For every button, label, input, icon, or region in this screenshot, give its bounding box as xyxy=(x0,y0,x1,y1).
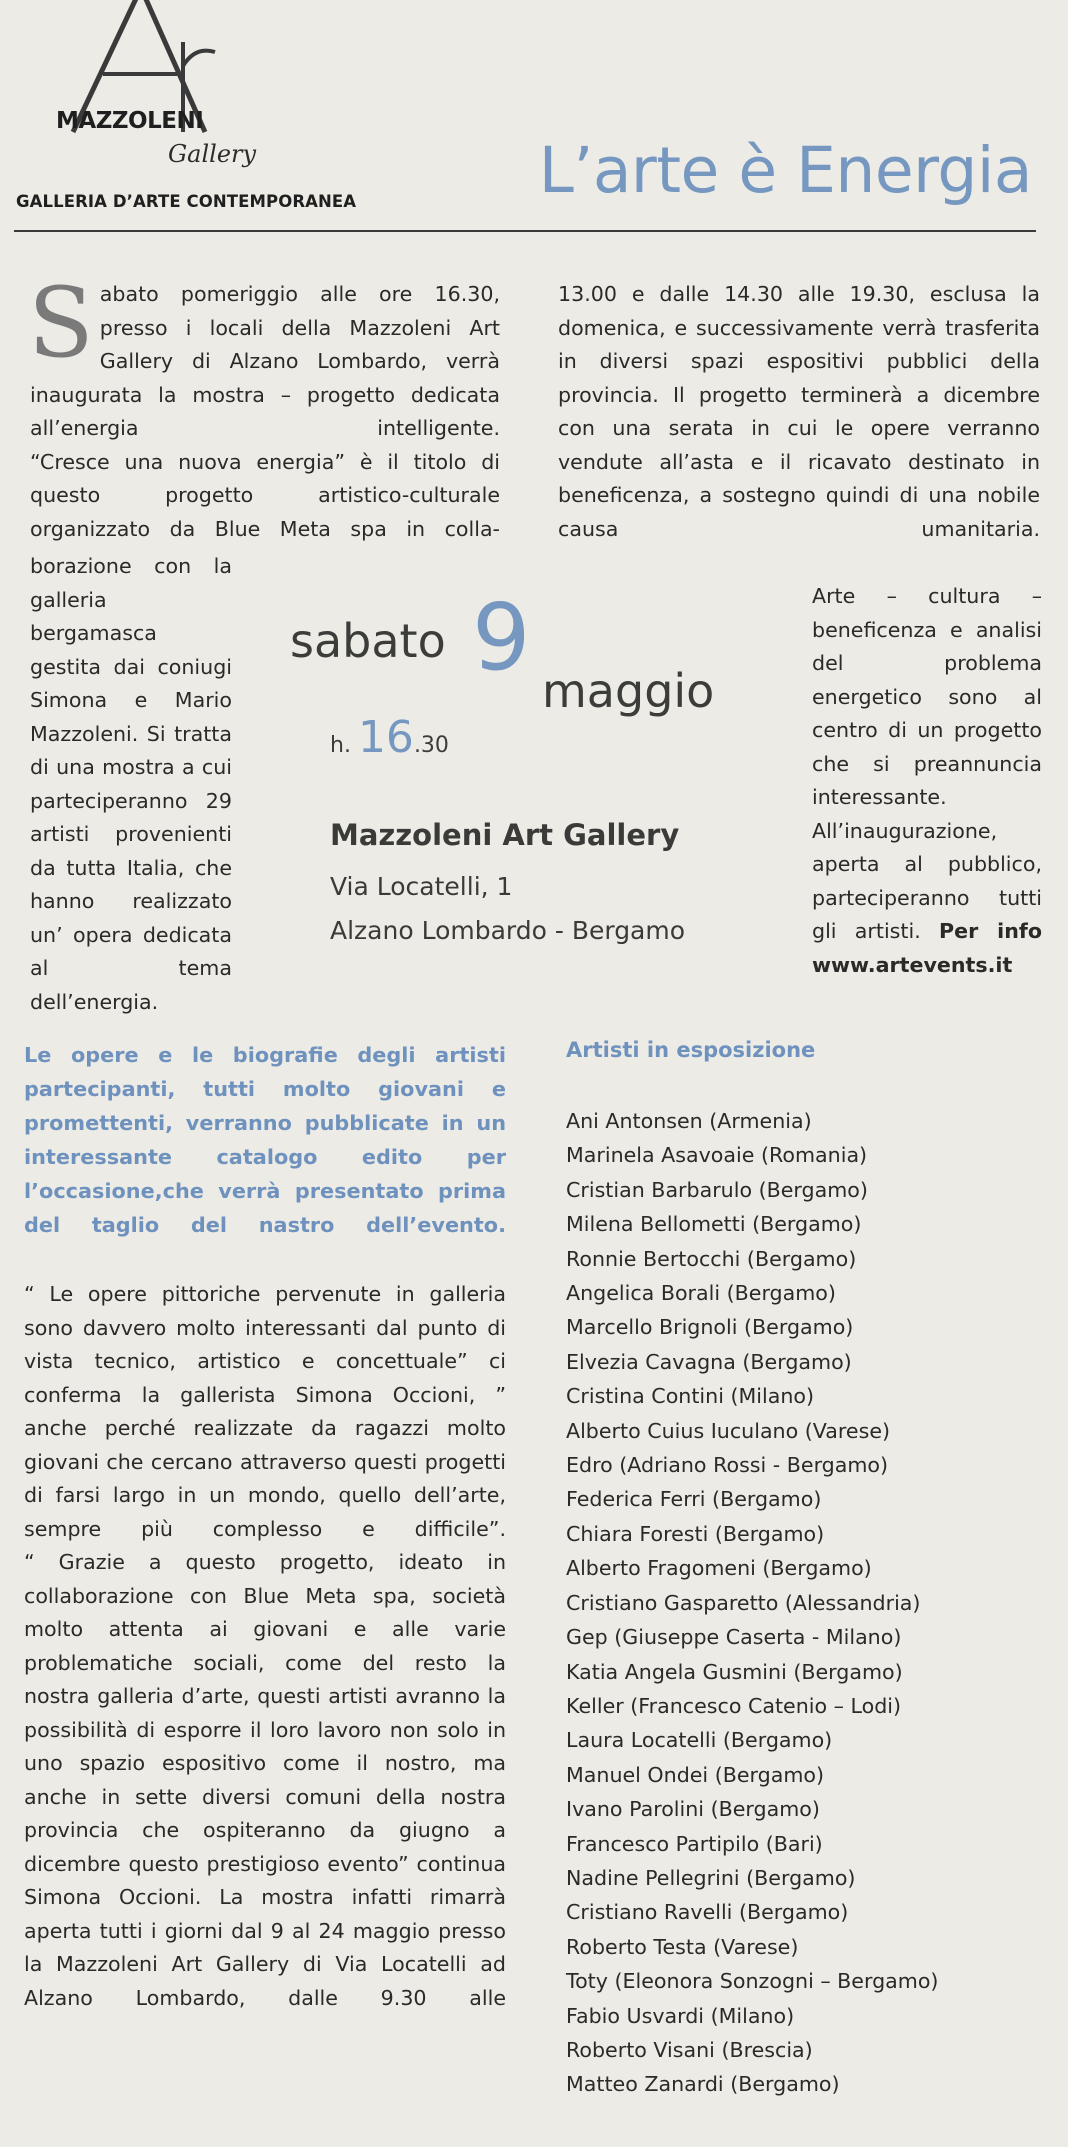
article-column-1-top xyxy=(28,267,500,546)
event-venue: Mazzoleni Art Gallery xyxy=(330,818,680,852)
event-address-line-1: Via Locatelli, 1 xyxy=(330,872,513,901)
artist-list-item: Ronnie Bertocchi (Bergamo) xyxy=(566,1246,857,1271)
article-column-2-narrow xyxy=(812,580,1042,982)
artists-list xyxy=(566,1104,938,2102)
event-day-number: 9 xyxy=(472,584,531,691)
artist-list-item: Nadine Pellegrini (Bergamo) xyxy=(566,1865,856,1890)
artist-list-item: Cristiano Gasparetto (Alessandria) xyxy=(566,1590,921,1615)
artist-list-item: Toty (Eleonora Sonzogni – Bergamo) xyxy=(566,1969,939,1994)
article-paragraph-4: 13.00 e dalle 14.30 alle 19.30, esclusa la domenica, e successivamente verrà trasferita in diversi spazi espositivi pubblici della provincia. Il progetto terminerà a dicembre con una serata in cui le opere verranno vendute all’asta e il ricavato destinato in beneficenza, a sostegno quindi di una nobile causa umanitaria. xyxy=(558,282,1040,541)
quote-paragraph-2: “ Grazie a questo progetto, ideato in collaborazione con Blue Meta spa, società molto attenta ai giovani e alle varie problematiche sociali, come del resto la nostra galleria d’arte, questi artisti avranno la possibilità di esporre il loro lavoro non solo in uno spazio espositivo come il nostro, ma anche in sette diversi comuni della nostra provincia che ospiteranno da giugno a dicembre questo prestigioso evento” continua Simona Occioni. La mostra infatti rimarrà aperta tutti i giorni dal 9 al 24 maggio presso la Mazzoleni Art Gallery di Via Locatelli ad Alzano Lombardo, dalle 9.30 alle xyxy=(24,1550,506,2010)
artist-list-item: Fabio Usvardi (Milano) xyxy=(566,2003,795,2028)
header-divider xyxy=(14,230,1036,232)
artist-list-item: Roberto Testa (Varese) xyxy=(566,1934,799,1959)
artist-list-item: Matteo Zanardi (Bergamo) xyxy=(566,2072,840,2097)
info-url[interactable]: www.artevents.it xyxy=(812,952,1013,977)
event-time-minutes: .30 xyxy=(413,733,449,758)
article-column-1-narrow xyxy=(30,550,232,1019)
page-headline: L’arte è Energia xyxy=(538,134,1032,207)
logo-name: MAZZOLENI xyxy=(56,108,204,134)
catalog-highlight-text: Le opere e le biografie degli artisti partecipanti, tutti molto giovani e promettenti, verranno pubblicate in un interessante catalogo edito per l’occasione,che verrà presentato prima del taglio del nastro dell’evento. xyxy=(24,1043,506,1237)
event-address-line-2: Alzano Lombardo - Bergamo xyxy=(330,916,686,945)
artist-list-item: Gep (Giuseppe Caserta - Milano) xyxy=(566,1625,902,1650)
artist-list-item: Cristina Contini (Milano) xyxy=(566,1384,815,1409)
event-time xyxy=(330,712,449,763)
article-paragraph-5 xyxy=(812,580,1042,982)
artist-list-item: Manuel Ondei (Bergamo) xyxy=(566,1762,825,1787)
artists-title: Artisti in esposizione xyxy=(566,1038,816,1062)
article-column-1-bottom xyxy=(24,1278,506,2015)
logo-gallery: Gallery xyxy=(168,140,257,168)
artist-list-item: Elvezia Cavagna (Bergamo) xyxy=(566,1349,852,1374)
artist-list-item: Roberto Visani (Brescia) xyxy=(566,2037,813,2062)
artist-list-item: Angelica Borali (Bergamo) xyxy=(566,1281,836,1306)
artist-list-item: Cristiano Ravelli (Bergamo) xyxy=(566,1900,849,1925)
article-paragraph-1: abato pomeriggio alle ore 16.30, presso i locali della Mazzoleni Art Gallery di Alzano Lombardo, verrà inaugurata la mostra – progetto dedicata all’energia intelligente. xyxy=(30,282,500,440)
artist-list-item: Keller (Francesco Catenio – Lodi) xyxy=(566,1693,902,1718)
artist-list-item: Marinela Asavoaie (Romania) xyxy=(566,1143,868,1168)
artist-list-item: Ani Antonsen (Armenia) xyxy=(566,1109,812,1133)
article-paragraph-2: “Cresce una nuova energia” è il titolo di questo progetto artistico-culturale organizzato da Blue Meta spa in colla- xyxy=(30,449,500,541)
artist-list-item: Ivano Parolini (Bergamo) xyxy=(566,1797,820,1822)
artist-list-item: Cristian Barbarulo (Bergamo) xyxy=(566,1177,868,1202)
artist-list-item: Alberto Cuius Iuculano (Varese) xyxy=(566,1418,891,1443)
artist-list-item: Milena Bellometti (Bergamo) xyxy=(566,1212,862,1237)
info-label: Per info xyxy=(939,919,1042,943)
artist-list-item: Chiara Foresti (Bergamo) xyxy=(566,1521,825,1546)
article-paragraph-5-text: Arte – cultura – beneficenza e analisi del problema energetico sono al centro di un progetto che si preannuncia interessante. All’inaugurazione, aperta al pubblico, parteciperanno tutti gli artisti. xyxy=(812,584,1042,943)
quote-paragraph-1: “ Le opere pittoriche pervenute in galleria sono davvero molto interessanti dal punto di vista tecnico, artistico e concettuale” ci conferma la gallerista Simona Occioni, ” anche perché realizzate da ragazzi molto giovani che cercano attraverso questi progetti di farsi largo in un mondo, quello dell’arte, sempre più complesso e difficile”. xyxy=(24,1282,506,1541)
artist-list-item: Francesco Partipilo (Bari) xyxy=(566,1831,823,1856)
logo-tagline: GALLERIA D’ARTE CONTEMPORANEA xyxy=(16,192,357,211)
event-day-word: sabato xyxy=(290,614,446,668)
artist-list-item: Katia Angela Gusmini (Bergamo) xyxy=(566,1659,903,1684)
artist-list-item: Alberto Fragomeni (Bergamo) xyxy=(566,1556,872,1581)
drop-cap: S xyxy=(28,267,94,379)
catalog-highlight xyxy=(24,1038,506,1242)
artist-list-item: Laura Locatelli (Bergamo) xyxy=(566,1728,833,1753)
event-month: maggio xyxy=(542,664,715,718)
artist-list-item: Edro (Adriano Rossi - Bergamo) xyxy=(566,1453,889,1478)
event-time-prefix: h. xyxy=(330,733,351,758)
article-column-2-top xyxy=(558,278,1040,546)
event-time-hour: 16 xyxy=(357,712,414,763)
artist-list-item: Federica Ferri (Bergamo) xyxy=(566,1487,822,1512)
article-paragraph-3: borazione con la galleria bergamasca gestita dai coniugi Simona e Mario Mazzoleni. Si tratta di una mostra a cui parteciperanno 29 artisti provenienti da tutta Italia, che hanno realizzato un’ opera dedicata al tema dell’energia. xyxy=(30,554,232,1014)
artist-list-item: Marcello Brignoli (Bergamo) xyxy=(566,1315,854,1340)
